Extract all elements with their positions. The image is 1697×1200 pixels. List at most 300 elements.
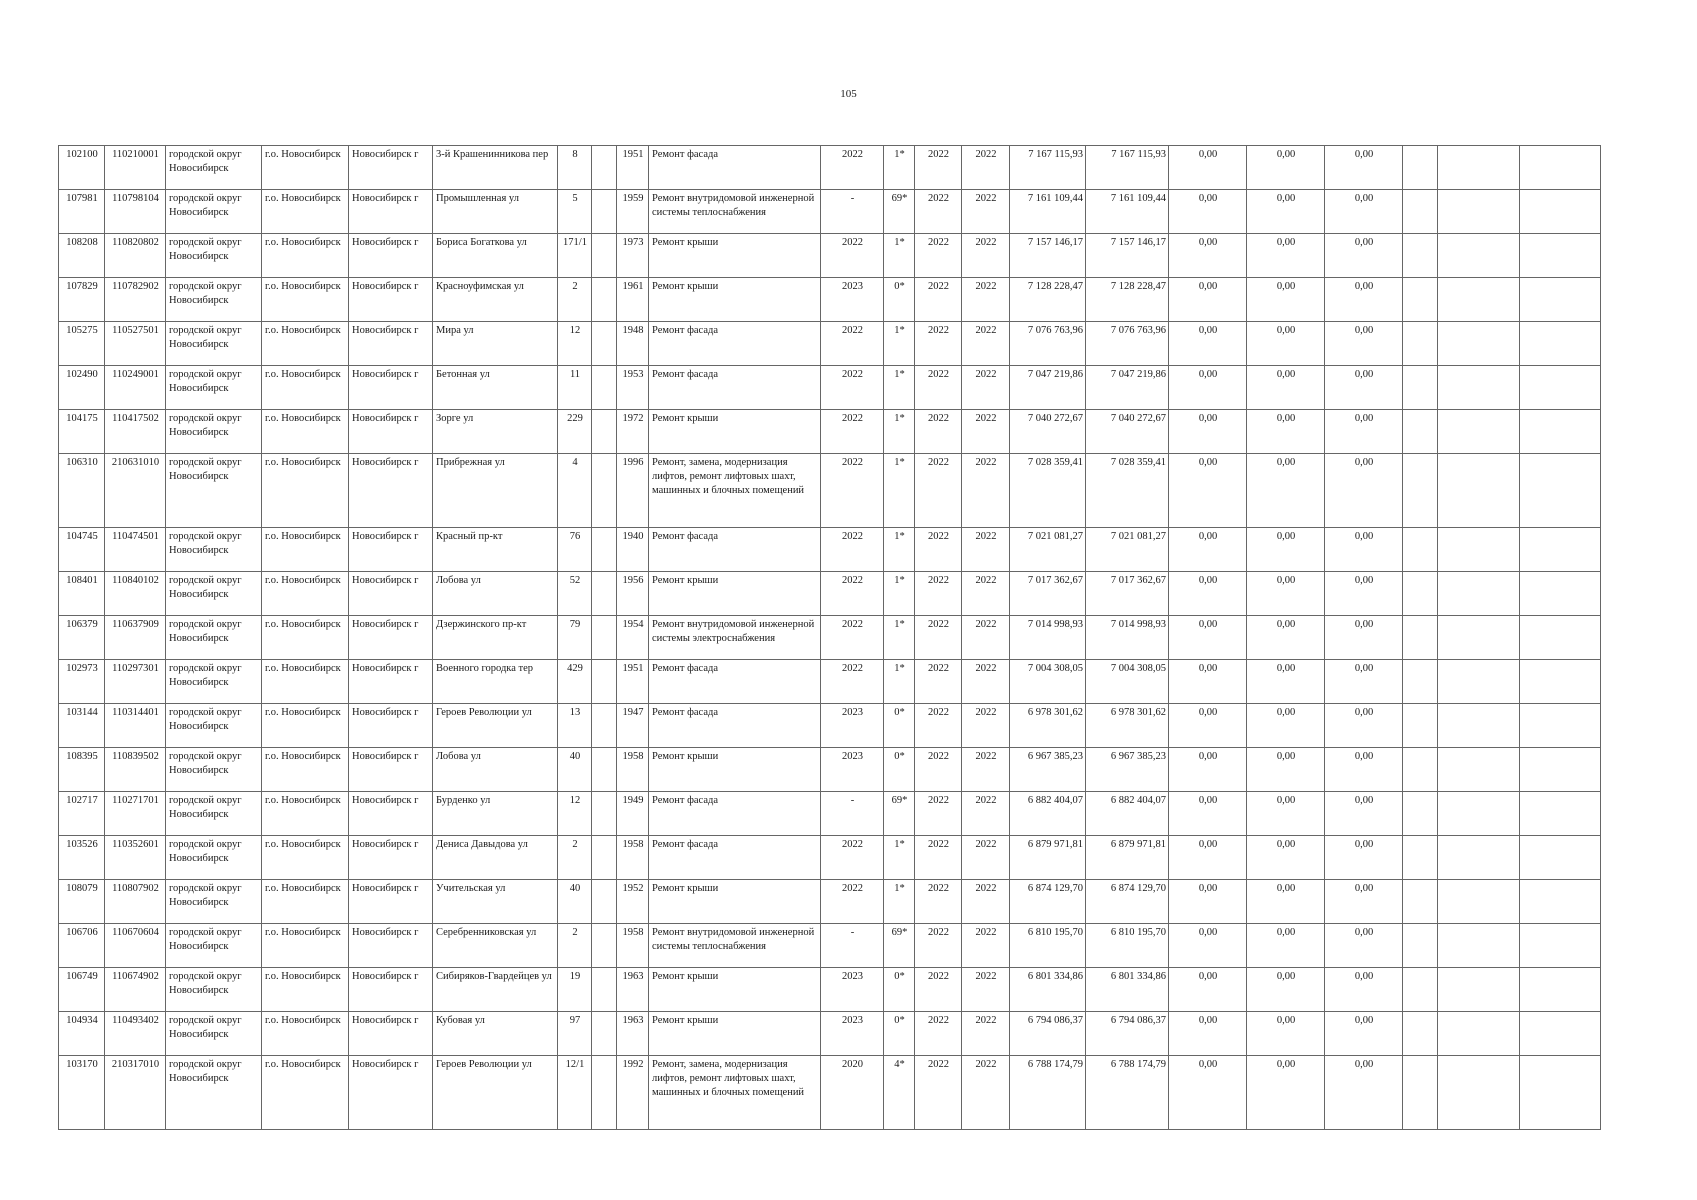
record-code-cell: 110249001 — [105, 366, 166, 410]
value-2-cell: 0,00 — [1247, 454, 1325, 528]
value-1-cell: 0,00 — [1169, 190, 1247, 234]
house-number-cell: 76 — [558, 528, 592, 572]
fund-cost-cell: 6 788 174,79 — [1086, 1056, 1169, 1130]
house-number-cell: 8 — [558, 146, 592, 190]
empty-cell-1 — [1403, 924, 1438, 968]
start-year-cell: 2022 — [915, 792, 962, 836]
work-type-cell: Ремонт крыши — [649, 572, 821, 616]
end-year-cell: 2022 — [962, 146, 1010, 190]
table-row — [59, 454, 1601, 528]
total-cost-cell: 7 021 081,27 — [1010, 528, 1086, 572]
table-row — [59, 366, 1601, 410]
total-cost-cell: 7 047 219,86 — [1010, 366, 1086, 410]
municipality-cell: г.о. Новосибирск — [262, 968, 349, 1012]
city-cell: Новосибирск г — [349, 528, 433, 572]
mark-cell: 69* — [884, 924, 915, 968]
street-cell: Героев Революции ул — [433, 704, 558, 748]
fund-cost-cell: 7 128 228,47 — [1086, 278, 1169, 322]
value-1-cell: 0,00 — [1169, 1056, 1247, 1130]
record-id-cell: 107829 — [59, 278, 105, 322]
record-id-cell: 105275 — [59, 322, 105, 366]
value-3-cell: 0,00 — [1325, 704, 1403, 748]
build-year-cell: 1963 — [617, 968, 649, 1012]
value-1-cell: 0,00 — [1169, 968, 1247, 1012]
start-year-cell: 2022 — [915, 190, 962, 234]
plan-year-cell: - — [821, 190, 884, 234]
city-cell: Новосибирск г — [349, 322, 433, 366]
district-cell: городской округ Новосибирск — [166, 1012, 262, 1056]
value-3-cell: 0,00 — [1325, 880, 1403, 924]
value-2-cell: 0,00 — [1247, 880, 1325, 924]
plan-year-cell: 2023 — [821, 704, 884, 748]
empty-cell-3 — [1520, 528, 1601, 572]
empty-cell-1 — [1403, 410, 1438, 454]
city-cell: Новосибирск г — [349, 836, 433, 880]
value-3-cell: 0,00 — [1325, 366, 1403, 410]
total-cost-cell: 6 874 129,70 — [1010, 880, 1086, 924]
district-cell: городской округ Новосибирск — [166, 660, 262, 704]
municipality-cell: г.о. Новосибирск — [262, 1056, 349, 1130]
build-year-cell: 1958 — [617, 748, 649, 792]
plan-year-cell: 2023 — [821, 1012, 884, 1056]
record-code-cell: 210631010 — [105, 454, 166, 528]
value-3-cell: 0,00 — [1325, 410, 1403, 454]
empty-cell-1 — [1403, 836, 1438, 880]
record-code-cell: 110417502 — [105, 410, 166, 454]
build-year-cell: 1949 — [617, 792, 649, 836]
work-type-cell: Ремонт фасада — [649, 528, 821, 572]
building-cell — [592, 924, 617, 968]
empty-cell-1 — [1403, 454, 1438, 528]
municipality-cell: г.о. Новосибирск — [262, 366, 349, 410]
empty-cell-1 — [1403, 968, 1438, 1012]
mark-cell: 1* — [884, 616, 915, 660]
end-year-cell: 2022 — [962, 792, 1010, 836]
plan-year-cell: 2022 — [821, 880, 884, 924]
build-year-cell: 1972 — [617, 410, 649, 454]
start-year-cell: 2022 — [915, 572, 962, 616]
building-cell — [592, 190, 617, 234]
end-year-cell: 2022 — [962, 748, 1010, 792]
value-2-cell: 0,00 — [1247, 704, 1325, 748]
street-cell: Дениса Давыдова ул — [433, 836, 558, 880]
value-2-cell: 0,00 — [1247, 924, 1325, 968]
record-code-cell: 110314401 — [105, 704, 166, 748]
plan-year-cell: 2023 — [821, 748, 884, 792]
street-cell: Бориса Богаткова ул — [433, 234, 558, 278]
page-number: 105 — [840, 88, 857, 100]
value-3-cell: 0,00 — [1325, 528, 1403, 572]
value-2-cell: 0,00 — [1247, 968, 1325, 1012]
fund-cost-cell: 7 021 081,27 — [1086, 528, 1169, 572]
fund-cost-cell: 6 810 195,70 — [1086, 924, 1169, 968]
house-number-cell: 12/1 — [558, 1056, 592, 1130]
record-id-cell: 108395 — [59, 748, 105, 792]
city-cell: Новосибирск г — [349, 410, 433, 454]
value-1-cell: 0,00 — [1169, 616, 1247, 660]
record-code-cell: 110839502 — [105, 748, 166, 792]
empty-cell-1 — [1403, 572, 1438, 616]
city-cell: Новосибирск г — [349, 924, 433, 968]
table-row — [59, 278, 1601, 322]
end-year-cell: 2022 — [962, 704, 1010, 748]
municipality-cell: г.о. Новосибирск — [262, 616, 349, 660]
building-cell — [592, 836, 617, 880]
value-2-cell: 0,00 — [1247, 322, 1325, 366]
record-id-cell: 103170 — [59, 1056, 105, 1130]
work-type-cell: Ремонт фасада — [649, 146, 821, 190]
empty-cell-1 — [1403, 880, 1438, 924]
municipality-cell: г.о. Новосибирск — [262, 278, 349, 322]
empty-cell-3 — [1520, 366, 1601, 410]
value-2-cell: 0,00 — [1247, 190, 1325, 234]
build-year-cell: 1961 — [617, 278, 649, 322]
district-cell: городской округ Новосибирск — [166, 234, 262, 278]
value-3-cell: 0,00 — [1325, 278, 1403, 322]
building-cell — [592, 880, 617, 924]
plan-year-cell: 2022 — [821, 616, 884, 660]
empty-cell-2 — [1438, 410, 1520, 454]
table-row — [59, 1056, 1601, 1130]
municipality-cell: г.о. Новосибирск — [262, 234, 349, 278]
value-3-cell: 0,00 — [1325, 1012, 1403, 1056]
plan-year-cell: 2023 — [821, 278, 884, 322]
house-number-cell: 2 — [558, 924, 592, 968]
record-id-cell: 103526 — [59, 836, 105, 880]
value-3-cell: 0,00 — [1325, 572, 1403, 616]
municipality-cell: г.о. Новосибирск — [262, 454, 349, 528]
build-year-cell: 1973 — [617, 234, 649, 278]
empty-cell-2 — [1438, 234, 1520, 278]
total-cost-cell: 6 882 404,07 — [1010, 792, 1086, 836]
empty-cell-3 — [1520, 190, 1601, 234]
value-2-cell: 0,00 — [1247, 836, 1325, 880]
value-2-cell: 0,00 — [1247, 234, 1325, 278]
city-cell: Новосибирск г — [349, 572, 433, 616]
street-cell: Дзержинского пр-кт — [433, 616, 558, 660]
table-row — [59, 968, 1601, 1012]
empty-cell-3 — [1520, 278, 1601, 322]
house-number-cell: 171/1 — [558, 234, 592, 278]
value-2-cell: 0,00 — [1247, 366, 1325, 410]
municipality-cell: г.о. Новосибирск — [262, 1012, 349, 1056]
empty-cell-2 — [1438, 792, 1520, 836]
empty-cell-2 — [1438, 924, 1520, 968]
build-year-cell: 1959 — [617, 190, 649, 234]
empty-cell-2 — [1438, 190, 1520, 234]
table-row — [59, 1012, 1601, 1056]
house-number-cell: 229 — [558, 410, 592, 454]
build-year-cell: 1958 — [617, 924, 649, 968]
table-row — [59, 572, 1601, 616]
fund-cost-cell: 6 967 385,23 — [1086, 748, 1169, 792]
work-type-cell: Ремонт крыши — [649, 278, 821, 322]
fund-cost-cell: 7 028 359,41 — [1086, 454, 1169, 528]
start-year-cell: 2022 — [915, 880, 962, 924]
empty-cell-2 — [1438, 660, 1520, 704]
build-year-cell: 1952 — [617, 880, 649, 924]
mark-cell: 1* — [884, 322, 915, 366]
fund-cost-cell: 7 047 219,86 — [1086, 366, 1169, 410]
record-id-cell: 104934 — [59, 1012, 105, 1056]
plan-year-cell: 2022 — [821, 146, 884, 190]
end-year-cell: 2022 — [962, 410, 1010, 454]
building-cell — [592, 410, 617, 454]
municipality-cell: г.о. Новосибирск — [262, 924, 349, 968]
start-year-cell: 2022 — [915, 146, 962, 190]
empty-cell-2 — [1438, 836, 1520, 880]
value-1-cell: 0,00 — [1169, 454, 1247, 528]
mark-cell: 1* — [884, 660, 915, 704]
empty-cell-1 — [1403, 528, 1438, 572]
total-cost-cell: 7 017 362,67 — [1010, 572, 1086, 616]
record-code-cell: 110782902 — [105, 278, 166, 322]
street-cell: Военного городка тер — [433, 660, 558, 704]
record-code-cell: 110820802 — [105, 234, 166, 278]
district-cell: городской округ Новосибирск — [166, 454, 262, 528]
district-cell: городской округ Новосибирск — [166, 366, 262, 410]
record-id-cell: 103144 — [59, 704, 105, 748]
empty-cell-3 — [1520, 572, 1601, 616]
house-number-cell: 40 — [558, 880, 592, 924]
building-cell — [592, 454, 617, 528]
district-cell: городской округ Новосибирск — [166, 748, 262, 792]
city-cell: Новосибирск г — [349, 234, 433, 278]
mark-cell: 1* — [884, 146, 915, 190]
value-3-cell: 0,00 — [1325, 616, 1403, 660]
house-number-cell: 2 — [558, 836, 592, 880]
municipality-cell: г.о. Новосибирск — [262, 660, 349, 704]
street-cell: Бетонная ул — [433, 366, 558, 410]
mark-cell: 0* — [884, 968, 915, 1012]
empty-cell-2 — [1438, 322, 1520, 366]
fund-cost-cell: 7 004 308,05 — [1086, 660, 1169, 704]
fund-cost-cell: 7 017 362,67 — [1086, 572, 1169, 616]
mark-cell: 0* — [884, 278, 915, 322]
value-3-cell: 0,00 — [1325, 454, 1403, 528]
city-cell: Новосибирск г — [349, 146, 433, 190]
building-cell — [592, 322, 617, 366]
build-year-cell: 1956 — [617, 572, 649, 616]
city-cell: Новосибирск г — [349, 616, 433, 660]
municipality-cell: г.о. Новосибирск — [262, 836, 349, 880]
mark-cell: 0* — [884, 1012, 915, 1056]
empty-cell-2 — [1438, 704, 1520, 748]
total-cost-cell: 7 128 228,47 — [1010, 278, 1086, 322]
work-type-cell: Ремонт внутридомовой инженерной системы теплоснабжения — [649, 190, 821, 234]
building-cell — [592, 660, 617, 704]
start-year-cell: 2022 — [915, 528, 962, 572]
empty-cell-3 — [1520, 704, 1601, 748]
record-id-cell: 102973 — [59, 660, 105, 704]
fund-cost-cell: 6 978 301,62 — [1086, 704, 1169, 748]
value-1-cell: 0,00 — [1169, 322, 1247, 366]
empty-cell-1 — [1403, 792, 1438, 836]
value-3-cell: 0,00 — [1325, 792, 1403, 836]
value-3-cell: 0,00 — [1325, 924, 1403, 968]
build-year-cell: 1954 — [617, 616, 649, 660]
work-type-cell: Ремонт фасада — [649, 704, 821, 748]
record-id-cell: 108401 — [59, 572, 105, 616]
work-type-cell: Ремонт крыши — [649, 410, 821, 454]
work-type-cell: Ремонт крыши — [649, 880, 821, 924]
fund-cost-cell: 6 882 404,07 — [1086, 792, 1169, 836]
total-cost-cell: 6 978 301,62 — [1010, 704, 1086, 748]
empty-cell-3 — [1520, 880, 1601, 924]
record-id-cell: 104745 — [59, 528, 105, 572]
build-year-cell: 1992 — [617, 1056, 649, 1130]
empty-cell-2 — [1438, 880, 1520, 924]
street-cell: Сибиряков-Гвардейцев ул — [433, 968, 558, 1012]
build-year-cell: 1996 — [617, 454, 649, 528]
city-cell: Новосибирск г — [349, 880, 433, 924]
street-cell: Прибрежная ул — [433, 454, 558, 528]
value-3-cell: 0,00 — [1325, 190, 1403, 234]
record-id-cell: 106749 — [59, 968, 105, 1012]
table-row — [59, 528, 1601, 572]
start-year-cell: 2022 — [915, 278, 962, 322]
table-row — [59, 660, 1601, 704]
record-id-cell: 106379 — [59, 616, 105, 660]
start-year-cell: 2022 — [915, 366, 962, 410]
record-id-cell: 102100 — [59, 146, 105, 190]
value-3-cell: 0,00 — [1325, 968, 1403, 1012]
value-1-cell: 0,00 — [1169, 1012, 1247, 1056]
value-1-cell: 0,00 — [1169, 146, 1247, 190]
value-1-cell: 0,00 — [1169, 278, 1247, 322]
end-year-cell: 2022 — [962, 880, 1010, 924]
total-cost-cell: 7 040 272,67 — [1010, 410, 1086, 454]
table-row — [59, 190, 1601, 234]
record-id-cell: 102490 — [59, 366, 105, 410]
total-cost-cell: 7 161 109,44 — [1010, 190, 1086, 234]
empty-cell-1 — [1403, 616, 1438, 660]
value-1-cell: 0,00 — [1169, 572, 1247, 616]
table-row — [59, 704, 1601, 748]
end-year-cell: 2022 — [962, 572, 1010, 616]
table-row — [59, 924, 1601, 968]
municipality-cell: г.о. Новосибирск — [262, 410, 349, 454]
street-cell: Серебренниковская ул — [433, 924, 558, 968]
empty-cell-3 — [1520, 234, 1601, 278]
end-year-cell: 2022 — [962, 1056, 1010, 1130]
build-year-cell: 1953 — [617, 366, 649, 410]
end-year-cell: 2022 — [962, 454, 1010, 528]
house-number-cell: 79 — [558, 616, 592, 660]
plan-year-cell: 2022 — [821, 366, 884, 410]
end-year-cell: 2022 — [962, 322, 1010, 366]
table-row — [59, 234, 1601, 278]
district-cell: городской округ Новосибирск — [166, 190, 262, 234]
building-cell — [592, 792, 617, 836]
empty-cell-1 — [1403, 146, 1438, 190]
start-year-cell: 2022 — [915, 410, 962, 454]
mark-cell: 1* — [884, 410, 915, 454]
plan-year-cell: - — [821, 924, 884, 968]
mark-cell: 0* — [884, 748, 915, 792]
plan-year-cell: 2022 — [821, 454, 884, 528]
fund-cost-cell: 7 167 115,93 — [1086, 146, 1169, 190]
district-cell: городской округ Новосибирск — [166, 572, 262, 616]
municipality-cell: г.о. Новосибирск — [262, 792, 349, 836]
district-cell: городской округ Новосибирск — [166, 322, 262, 366]
empty-cell-1 — [1403, 278, 1438, 322]
work-type-cell: Ремонт фасада — [649, 366, 821, 410]
record-id-cell: 108079 — [59, 880, 105, 924]
empty-cell-1 — [1403, 366, 1438, 410]
record-code-cell: 110210001 — [105, 146, 166, 190]
build-year-cell: 1948 — [617, 322, 649, 366]
empty-cell-2 — [1438, 748, 1520, 792]
fund-cost-cell: 6 879 971,81 — [1086, 836, 1169, 880]
empty-cell-2 — [1438, 454, 1520, 528]
house-number-cell: 5 — [558, 190, 592, 234]
value-3-cell: 0,00 — [1325, 234, 1403, 278]
empty-cell-3 — [1520, 748, 1601, 792]
start-year-cell: 2022 — [915, 660, 962, 704]
building-cell — [592, 1056, 617, 1130]
end-year-cell: 2022 — [962, 616, 1010, 660]
street-cell: Красный пр-кт — [433, 528, 558, 572]
street-cell: Мира ул — [433, 322, 558, 366]
empty-cell-3 — [1520, 1012, 1601, 1056]
house-number-cell: 40 — [558, 748, 592, 792]
mark-cell: 69* — [884, 190, 915, 234]
street-cell: Зорге ул — [433, 410, 558, 454]
city-cell: Новосибирск г — [349, 278, 433, 322]
build-year-cell: 1963 — [617, 1012, 649, 1056]
value-1-cell: 0,00 — [1169, 410, 1247, 454]
district-cell: городской округ Новосибирск — [166, 968, 262, 1012]
total-cost-cell: 6 810 195,70 — [1010, 924, 1086, 968]
total-cost-cell: 7 014 998,93 — [1010, 616, 1086, 660]
empty-cell-1 — [1403, 1056, 1438, 1130]
value-2-cell: 0,00 — [1247, 792, 1325, 836]
build-year-cell: 1958 — [617, 836, 649, 880]
work-type-cell: Ремонт крыши — [649, 234, 821, 278]
empty-cell-1 — [1403, 234, 1438, 278]
total-cost-cell: 6 794 086,37 — [1010, 1012, 1086, 1056]
value-2-cell: 0,00 — [1247, 146, 1325, 190]
empty-cell-2 — [1438, 278, 1520, 322]
table-row — [59, 616, 1601, 660]
city-cell: Новосибирск г — [349, 704, 433, 748]
municipality-cell: г.о. Новосибирск — [262, 190, 349, 234]
table-row — [59, 322, 1601, 366]
value-2-cell: 0,00 — [1247, 572, 1325, 616]
value-1-cell: 0,00 — [1169, 704, 1247, 748]
record-code-cell: 110807902 — [105, 880, 166, 924]
start-year-cell: 2022 — [915, 924, 962, 968]
mark-cell: 1* — [884, 454, 915, 528]
street-cell: Бурденко ул — [433, 792, 558, 836]
value-1-cell: 0,00 — [1169, 234, 1247, 278]
fund-cost-cell: 6 874 129,70 — [1086, 880, 1169, 924]
city-cell: Новосибирск г — [349, 748, 433, 792]
table-body — [59, 146, 1601, 1130]
building-cell — [592, 234, 617, 278]
empty-cell-2 — [1438, 528, 1520, 572]
house-number-cell: 429 — [558, 660, 592, 704]
work-type-cell: Ремонт, замена, модернизация лифтов, ремонт лифтовых шахт, машинных и блочных помещений — [649, 1056, 821, 1130]
value-1-cell: 0,00 — [1169, 836, 1247, 880]
work-type-cell: Ремонт крыши — [649, 748, 821, 792]
house-number-cell: 19 — [558, 968, 592, 1012]
mark-cell: 1* — [884, 528, 915, 572]
value-2-cell: 0,00 — [1247, 616, 1325, 660]
value-1-cell: 0,00 — [1169, 528, 1247, 572]
plan-year-cell: 2022 — [821, 410, 884, 454]
